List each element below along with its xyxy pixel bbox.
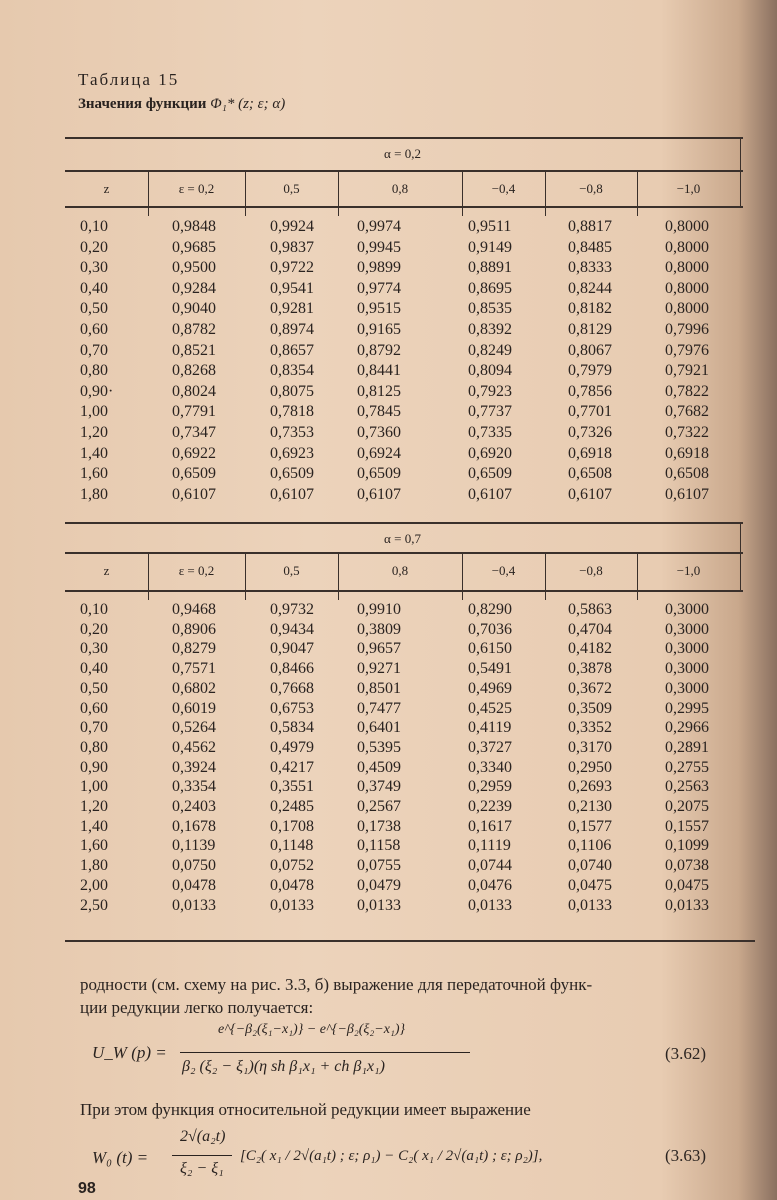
function-value: 0,7923 [468,382,512,400]
function-value: 0,9281 [270,300,314,318]
function-value: 0,1139 [172,837,216,855]
table-row [0,818,777,838]
function-value: 0,9271 [357,660,401,678]
function-value: 0,2693 [568,778,612,796]
function-value: 0,7668 [270,679,314,697]
column-divider [545,552,546,600]
column-divider [148,552,149,600]
function-value: 0,9468 [172,601,216,618]
table-top-rule [65,522,743,524]
z-value: 2,50 [80,896,108,914]
function-value: 0,9511 [468,218,512,235]
function-value: 0,8333 [568,259,612,277]
function-value: 0,2950 [568,758,612,776]
function-value: 0,7979 [568,362,612,380]
function-value: 0,6150 [468,640,512,658]
function-value: 0,6924 [357,444,401,462]
function-value: 0,0476 [468,876,512,894]
function-value: 0,9165 [357,321,401,338]
function-value: 0,8501 [357,679,401,697]
function-value: 0,3000 [665,601,709,618]
paragraph-line: родности (см. схему на рис. 3.3, б) выражение для передаточной функ- [80,975,593,994]
table-row [0,621,777,641]
function-value: 0,0755 [357,857,401,875]
table-row [0,739,777,759]
function-value: 0,1158 [357,837,401,855]
z-value: 0,20 [80,238,108,256]
table-row [0,486,777,506]
function-value: 0,9515 [357,300,401,318]
function-value: 0,2239 [468,798,512,815]
table-row [0,877,777,897]
equation-3-62-lhs: U_W (p) = [92,1043,167,1062]
table-right-border [740,137,741,208]
table-row [0,321,777,341]
column-divider [637,552,638,600]
column-divider [245,552,246,600]
column-divider [637,170,638,216]
function-value: 0,6509 [172,465,216,483]
function-value: 0,3727 [468,738,512,756]
column-header: −0,4 [491,181,516,196]
function-value: 0,9722 [270,259,314,277]
equation-3-63-frac-numerator: 2√(a₂t) [180,1128,226,1145]
table-row [0,897,777,917]
z-value: 0,80 [80,738,108,756]
header-bottom-rule [65,590,743,592]
function-value: 0,9732 [270,601,314,618]
function-value: 0,8075 [270,382,314,400]
function-value: 0,7701 [568,403,612,421]
z-value: 1,60 [80,465,108,483]
equation-3-62-denominator: β₂ (ξ₂ − ξ₁)(η sh β₁x₁ + ch β₁x₁) [182,1058,385,1075]
function-value: 0,6920 [468,444,512,462]
function-value: 0,8392 [468,321,512,338]
function-value: 0,4979 [270,738,314,756]
z-value: 0,50 [80,679,108,697]
table-top-rule [65,137,743,139]
table-row [0,259,777,279]
function-value: 0,2995 [665,699,709,717]
function-value: 0,7682 [665,403,709,421]
function-value: 0,9047 [270,640,314,658]
function-value: 0,9149 [468,238,512,256]
function-value: 0,3354 [172,778,216,796]
function-value: 0,9434 [270,620,314,638]
function-value: 0,9974 [357,218,401,235]
function-value: 0,8182 [568,300,612,318]
function-value: 0,8466 [270,660,314,678]
function-value: 0,0750 [172,857,216,875]
function-value: 0,3809 [357,620,401,638]
table-title [78,96,285,113]
function-value: 0,7976 [665,341,709,359]
function-value: 0,8024 [172,382,216,400]
function-value: 0,0133 [568,896,612,914]
function-value: 0,5264 [172,719,216,737]
z-value: 1,80 [80,857,108,875]
equation-3-63-lhs: W₀ (t) = [92,1148,149,1167]
table-row [0,719,777,739]
column-header: −0,8 [579,563,603,578]
function-value: 0,8290 [468,601,512,618]
function-value: 0,8891 [468,259,512,277]
function-value: 0,7347 [172,424,216,441]
function-value: 0,0133 [665,896,709,914]
function-value: 0,0475 [665,876,709,894]
function-value: 0,6107 [468,485,512,503]
z-value: 1,00 [80,403,108,421]
function-value: 0,2959 [468,778,512,796]
paragraph: При этом функция относительной редукции имеет выражение [80,1100,531,1119]
table-row [0,601,777,621]
z-value: 1,60 [80,837,108,855]
function-value: 0,8000 [665,279,709,297]
function-value: 0,9284 [172,279,216,297]
function-value: 0,4562 [172,738,216,756]
function-value: 0,3924 [172,758,216,776]
z-value: 0,30 [80,259,108,277]
function-value: 0,0478 [270,876,314,894]
table-row [0,778,777,798]
z-value: 1,20 [80,424,108,441]
function-value: 0,1678 [172,817,216,835]
z-value: 0,70 [80,719,108,737]
function-value: 0,8695 [468,279,512,297]
function-value: 0,6918 [568,444,612,462]
function-value: 0,8906 [172,620,216,638]
equation-number: (3.63) [665,1146,707,1165]
function-value: 0,9924 [270,218,314,235]
z-value: 0,20 [80,620,108,638]
function-value: 0,4217 [270,758,314,776]
column-header: 0,5 [283,181,300,196]
table-caption: Таблица 15 [78,70,180,89]
z-value: 1,40 [80,444,108,462]
function-value: 0,0133 [172,896,216,914]
function-value: 0,9541 [270,279,314,297]
column-header: 0,8 [391,563,409,578]
function-value: 0,8000 [665,218,709,235]
function-value: 0,4969 [468,679,512,697]
function-value: 0,1738 [357,817,401,835]
function-value: 0,6107 [172,485,216,503]
column-header: 0,8 [391,181,409,196]
function-value: 0,0752 [270,857,314,875]
function-value: 0,7353 [270,424,314,441]
function-value: 0,6107 [270,485,314,503]
function-value: 0,1617 [468,817,512,835]
function-value: 0,7737 [468,403,512,421]
function-value: 0,2403 [172,798,216,815]
function-value: 0,9040 [172,300,216,318]
function-value: 0,1099 [665,837,709,855]
function-value: 0,0475 [568,876,612,894]
function-value: 0,5863 [568,601,612,618]
z-value: 0,70 [80,341,108,359]
function-value: 0,2567 [357,798,401,815]
z-value: 0,90· [80,382,114,400]
table-row [0,280,777,300]
table-row [0,660,777,680]
equation-3-63-bracket: [C₂( x₁ / 2√(a₁t) ; ε; ρ₁) − C₂( x₁ / 2√(a₁t) ; ε; ρ₂)], [240,1148,543,1164]
function-value: 0,9657 [357,640,401,658]
z-value: 0,10 [80,218,108,235]
header-rule [65,170,743,172]
z-value: 0,40 [80,660,108,678]
table-right-border [740,522,741,592]
function-value: 0,8657 [270,341,314,359]
function-value: 0,0738 [665,857,709,875]
function-value: 0,4509 [357,758,401,776]
function-value: 0,8000 [665,300,709,318]
column-divider [462,170,463,216]
function-value: 0,8817 [568,218,612,235]
function-value: 0,3352 [568,719,612,737]
fraction-bar [180,1052,470,1053]
column-header: z [103,563,110,578]
function-value: 0,6019 [172,699,216,717]
function-value: 0,8792 [357,341,401,359]
z-value: 1,00 [80,778,108,796]
header-rule [65,552,743,554]
function-value: 0,8354 [270,362,314,380]
function-value: 0,1557 [665,817,709,835]
column-divider [338,170,339,216]
table-title-function: Φ₁* (z; ε; α) [210,96,286,112]
function-value: 0,8000 [665,238,709,256]
z-value: 0,10 [80,601,108,618]
column-divider [545,170,546,216]
function-value: 0,1577 [568,817,612,835]
function-value: 0,2485 [270,798,314,815]
function-value: 0,5395 [357,738,401,756]
function-value: 0,3000 [665,660,709,678]
column-header: ε = 0,2 [178,181,215,196]
function-value: 0,0133 [270,896,314,914]
function-value: 0,3749 [357,778,401,796]
table-bottom-rule [65,940,755,942]
table-row [0,798,777,818]
z-value: 1,20 [80,798,108,815]
table-row [0,640,777,660]
function-value: 0,7822 [665,382,709,400]
table-row [0,857,777,877]
function-value: 0,7996 [665,321,709,338]
function-value: 0,7818 [270,403,314,421]
fraction-bar [172,1155,232,1156]
function-value: 0,0478 [172,876,216,894]
function-value: 0,8441 [357,362,401,380]
function-value: 0,0133 [357,896,401,914]
z-value: 0,90 [80,758,108,776]
function-value: 0,8782 [172,321,216,338]
alpha-label: α = 0,2 [384,146,421,161]
function-value: 0,2755 [665,758,709,776]
column-header: −1,0 [676,181,701,196]
function-value: 0,6509 [270,465,314,483]
table-row [0,445,777,465]
function-value: 0,6509 [468,465,512,483]
function-value: 0,9945 [357,238,401,256]
function-value: 0,6107 [665,485,709,503]
function-value: 0,4119 [468,719,512,737]
function-value: 0,7856 [568,382,612,400]
function-value: 0,8125 [357,382,401,400]
function-value: 0,3551 [270,778,314,796]
equation-number: (3.62) [665,1044,707,1063]
function-value: 0,8268 [172,362,216,380]
function-value: 0,7845 [357,403,401,421]
function-value: 0,2563 [665,778,709,796]
function-value: 0,8535 [468,300,512,318]
table-title-text: Значения функции [78,96,207,112]
function-value: 0,6802 [172,679,216,697]
function-value: 0,5491 [468,660,512,678]
function-value: 0,2130 [568,798,612,815]
z-value: 1,40 [80,817,108,835]
function-value: 0,0744 [468,857,512,875]
function-value: 0,0479 [357,876,401,894]
z-value: 0,60 [80,321,108,338]
function-value: 0,7477 [357,699,401,717]
function-value: 0,3000 [665,640,709,658]
function-value: 0,3170 [568,738,612,756]
column-divider [462,552,463,600]
function-value: 0,9848 [172,218,216,235]
table-row [0,383,777,403]
function-value: 0,1106 [568,837,612,855]
function-value: 0,8485 [568,238,612,256]
function-value: 0,6508 [568,465,612,483]
function-value: 0,6509 [357,465,401,483]
table-row [0,700,777,720]
function-value: 0,7322 [665,424,709,441]
function-value: 0,8249 [468,341,512,359]
function-value: 0,7036 [468,620,512,638]
column-header: z [103,181,110,196]
table-row [0,837,777,857]
z-value: 0,30 [80,640,108,658]
column-header: −0,8 [579,181,603,196]
z-value: 0,60 [80,699,108,717]
z-value: 2,00 [80,876,108,894]
function-value: 0,6753 [270,699,314,717]
table-row [0,362,777,382]
column-header: −0,4 [491,563,516,578]
column-divider [245,170,246,216]
function-value: 0,6107 [568,485,612,503]
function-value: 0,8000 [665,259,709,277]
function-value: 0,7571 [172,660,216,678]
function-value: 0,4525 [468,699,512,717]
z-value: 0,50 [80,300,108,318]
function-value: 0,3000 [665,679,709,697]
function-value: 0,6918 [665,444,709,462]
function-value: 0,8974 [270,321,314,338]
function-value: 0,7335 [468,424,512,441]
function-value: 0,3878 [568,660,612,678]
function-value: 0,0133 [468,896,512,914]
function-value: 0,3000 [665,620,709,638]
function-value: 0,9500 [172,259,216,277]
function-value: 0,8094 [468,362,512,380]
table-row [0,759,777,779]
function-value: 0,9685 [172,238,216,256]
alpha-label: α = 0,7 [384,531,421,546]
column-header: −1,0 [676,563,701,578]
z-value: 0,80 [80,362,108,380]
function-value: 0,5834 [270,719,314,737]
function-value: 0,2891 [665,738,709,756]
table-row [0,680,777,700]
equation-3-63-frac-denominator: ξ₂ − ξ₁ [180,1160,224,1177]
function-value: 0,7360 [357,424,401,441]
column-divider [338,552,339,600]
page-number: 98 [78,1180,96,1197]
function-value: 0,1708 [270,817,314,835]
function-value: 0,4704 [568,620,612,638]
table-row [0,239,777,259]
function-value: 0,9910 [357,601,401,618]
function-value: 0,8067 [568,341,612,359]
function-value: 0,4182 [568,640,612,658]
function-value: 0,7326 [568,424,612,441]
function-value: 0,6922 [172,444,216,462]
table-row [0,342,777,362]
function-value: 0,8521 [172,341,216,359]
function-value: 0,1148 [270,837,314,855]
z-value: 1,80 [80,485,108,503]
function-value: 0,0740 [568,857,612,875]
column-divider [148,170,149,216]
function-value: 0,6401 [357,719,401,737]
table-row [0,218,777,238]
function-value: 0,6107 [357,485,401,503]
function-value: 0,2966 [665,719,709,737]
table-row [0,465,777,485]
function-value: 0,8129 [568,321,612,338]
column-header: ε = 0,2 [178,563,215,578]
function-value: 0,3509 [568,699,612,717]
function-value: 0,6923 [270,444,314,462]
function-value: 0,3672 [568,679,612,697]
function-value: 0,3340 [468,758,512,776]
function-value: 0,7791 [172,403,216,421]
header-bottom-rule [65,206,743,208]
table-row [0,424,777,444]
paragraph-line: ции редукции легко получается: [80,998,314,1017]
function-value: 0,8279 [172,640,216,658]
column-header: 0,5 [283,563,300,578]
function-value: 0,9899 [357,259,401,277]
table-row [0,403,777,423]
function-value: 0,8244 [568,279,612,297]
function-value: 0,9837 [270,238,314,256]
z-value: 0,40 [80,279,108,297]
function-value: 0,6508 [665,465,709,483]
function-value: 0,2075 [665,798,709,815]
function-value: 0,1119 [468,837,511,855]
equation-3-62-numerator: e^{−β₂(ξ₁−x₁)} − e^{−β₂(ξ₂−x₁)} [218,1022,406,1037]
table-row [0,300,777,320]
function-value: 0,7921 [665,362,709,380]
function-value: 0,9774 [357,279,401,297]
